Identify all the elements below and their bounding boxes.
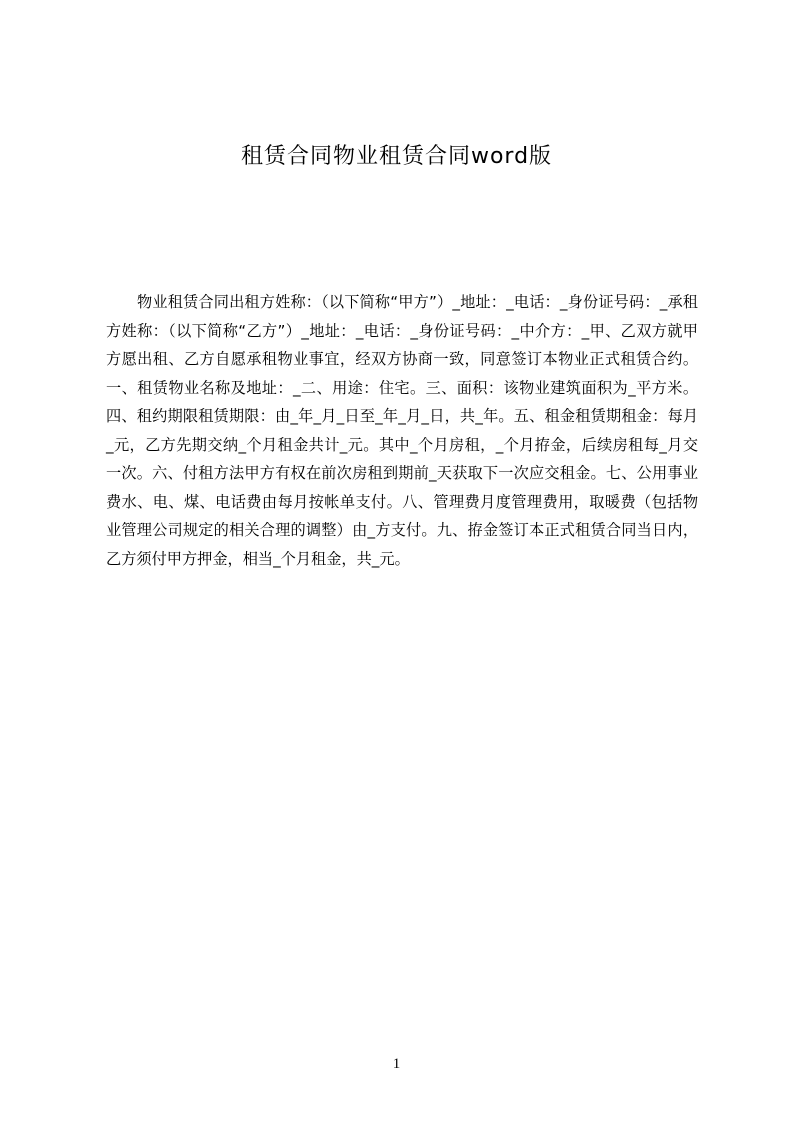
contract-body-paragraph: 物业租赁合同出租方姓称：（以下简称“甲方”）_地址：_电话：_身份证号码：_承租方姓称：（以下简称“乙方”）_地址：_电话：_身份证号码：_中介方：_甲、乙双方就甲方愿出租、乙方自愿承租物业事宜，经双方协商一致，同意签订本物业正式租赁合约。一、租赁物业名称及地址：_二、用途：住宅。三、面积：该物业建筑面积为_平方米。四、租约期限租赁期限：由_年_月_日至_年_月_日，共_年。五、租金租赁期租金：每月_元，乙方先期交纳_个月租金共计_元。其中_个月房租，_个月拵金，后续房租每_月交一次。六、付租方法甲方有权在前次房租到期前_天获取下一次应交租金。七、公用事业费水、电、煤、电话费由每月按帐单支付。八、管理费月度管理费用，取暖费（包括物业管理公司规定的相关合理的调整）由_方支付。九、拵金签订本正式租赁合同当日内，乙方须付甲方押金，相当_个月租金，共_元。 bbox=[106, 293, 698, 568]
document-title: 租赁合同物业租赁合同word版 bbox=[240, 144, 553, 169]
page-number: 1 bbox=[392, 1056, 401, 1072]
